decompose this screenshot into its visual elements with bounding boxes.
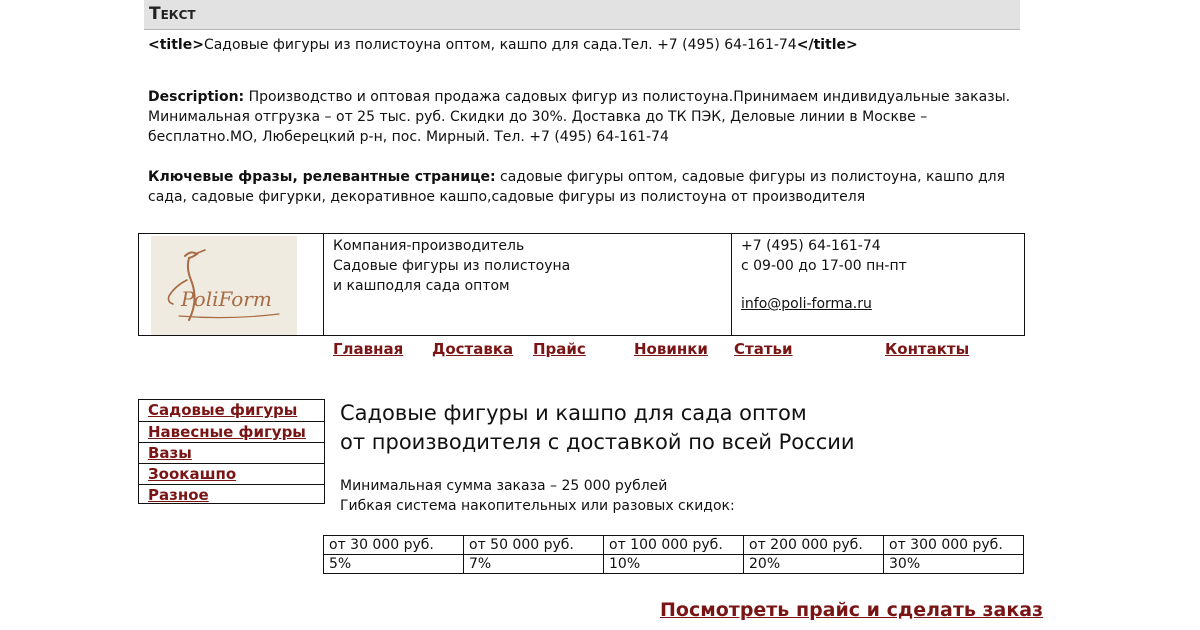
meta-keywords — [148, 167, 1028, 207]
company-info — [333, 236, 570, 296]
discount-threshold: от 30 000 руб. — [324, 536, 464, 555]
meta-description — [148, 87, 1028, 147]
email-link[interactable]: info@poli-forma.ru — [741, 296, 872, 312]
sidebar-item-hanging-figures[interactable]: Навесные фигуры — [148, 423, 306, 441]
sidebar-item-garden-figures[interactable]: Садовые фигуры — [148, 401, 298, 419]
keywords-text: садовые фигуры оптом, садовые фигуры из полистоуна, кашпо для сада, садовые фигурки, декоративное кашпо,садовые фигуры из полистоуна от производителя — [148, 169, 1006, 205]
title-text: Садовые фигуры из полистоуна оптом, кашпо для сада.Тел. +7 (495) 64-161-74 — [203, 37, 797, 53]
min-order-text: Минимальная сумма заказа – 25 000 рублей — [340, 478, 668, 494]
company-line: и кашподля сада оптом — [333, 278, 510, 294]
discount-threshold: от 50 000 руб. — [464, 536, 604, 555]
heron-logo-icon — [151, 236, 297, 335]
top-bar — [144, 0, 1020, 30]
sidebar-item-vases[interactable]: Вазы — [148, 444, 192, 462]
sidebar-item — [139, 442, 324, 463]
title-close-tag: </title> — [796, 37, 858, 53]
discount-percent: 30% — [884, 555, 1024, 574]
top-bar-title: Текст — [149, 4, 196, 24]
sidebar-item — [139, 421, 324, 442]
view-price-order-link[interactable]: Посмотреть прайс и сделать заказ — [660, 599, 1044, 621]
discount-table — [323, 535, 1024, 574]
description-label: Description: — [148, 89, 245, 105]
header-divider — [731, 234, 732, 335]
sidebar-item — [139, 400, 324, 420]
sidebar-item-zoo-planters[interactable]: Зоокашпо — [148, 465, 237, 483]
contact-info — [741, 236, 907, 276]
discount-percent: 7% — [464, 555, 604, 574]
page-heading — [340, 399, 855, 457]
company-line: Компания-производитель — [333, 238, 525, 254]
company-line: Садовые фигуры из полистоуна — [333, 258, 571, 274]
site-header — [138, 233, 1025, 336]
discount-percent: 10% — [604, 555, 744, 574]
phone-number: +7 (495) 64-161-74 — [741, 238, 881, 254]
nav-contacts[interactable]: Контакты — [885, 340, 970, 358]
nav-price[interactable]: Прайс — [533, 340, 586, 358]
logo-text: PoliForm — [181, 287, 272, 311]
title-open-tag: <title> — [148, 37, 204, 53]
sidebar-item — [139, 463, 324, 484]
sidebar-menu — [138, 399, 325, 504]
table-row — [324, 555, 1024, 574]
discount-threshold: от 300 000 руб. — [884, 536, 1024, 555]
working-hours: с 09-00 до 17-00 пн-пт — [741, 258, 907, 274]
logo[interactable] — [151, 236, 297, 335]
nav-articles[interactable]: Статьи — [734, 340, 793, 358]
table-row — [324, 536, 1024, 555]
header-divider — [323, 234, 324, 335]
nav-delivery[interactable]: Доставка — [432, 340, 514, 358]
discount-percent: 20% — [744, 555, 884, 574]
discount-percent: 5% — [324, 555, 464, 574]
heading-line: Садовые фигуры и кашпо для сада оптом — [340, 401, 807, 425]
discount-threshold: от 200 000 руб. — [744, 536, 884, 555]
discount-intro-text: Гибкая система накопительных или разовых скидок: — [340, 498, 735, 514]
keywords-label: Ключевые фразы, релевантные странице: — [148, 169, 496, 185]
sidebar-item-misc[interactable]: Разное — [148, 486, 209, 504]
meta-title-line — [148, 37, 858, 53]
nav-home[interactable]: Главная — [333, 340, 404, 358]
order-info — [340, 476, 735, 516]
heading-line: от производителя с доставкой по всей России — [340, 430, 855, 454]
description-text: Производство и оптовая продажа садовых фигур из полистоуна.Принимаем индивидуальные заказы. Минимальная отгрузка – от 25 тыс. руб. Скидки до 30%. Доставка до ТК ПЭК, Деловые линии в Москве – бесплатно.МО, Люберецкий р-н, пос. Мирный. Тел. +7 (495) 64-161-74 — [148, 89, 1011, 145]
discount-threshold: от 100 000 руб. — [604, 536, 744, 555]
nav-new[interactable]: Новинки — [634, 340, 708, 358]
sidebar-item — [139, 484, 324, 505]
